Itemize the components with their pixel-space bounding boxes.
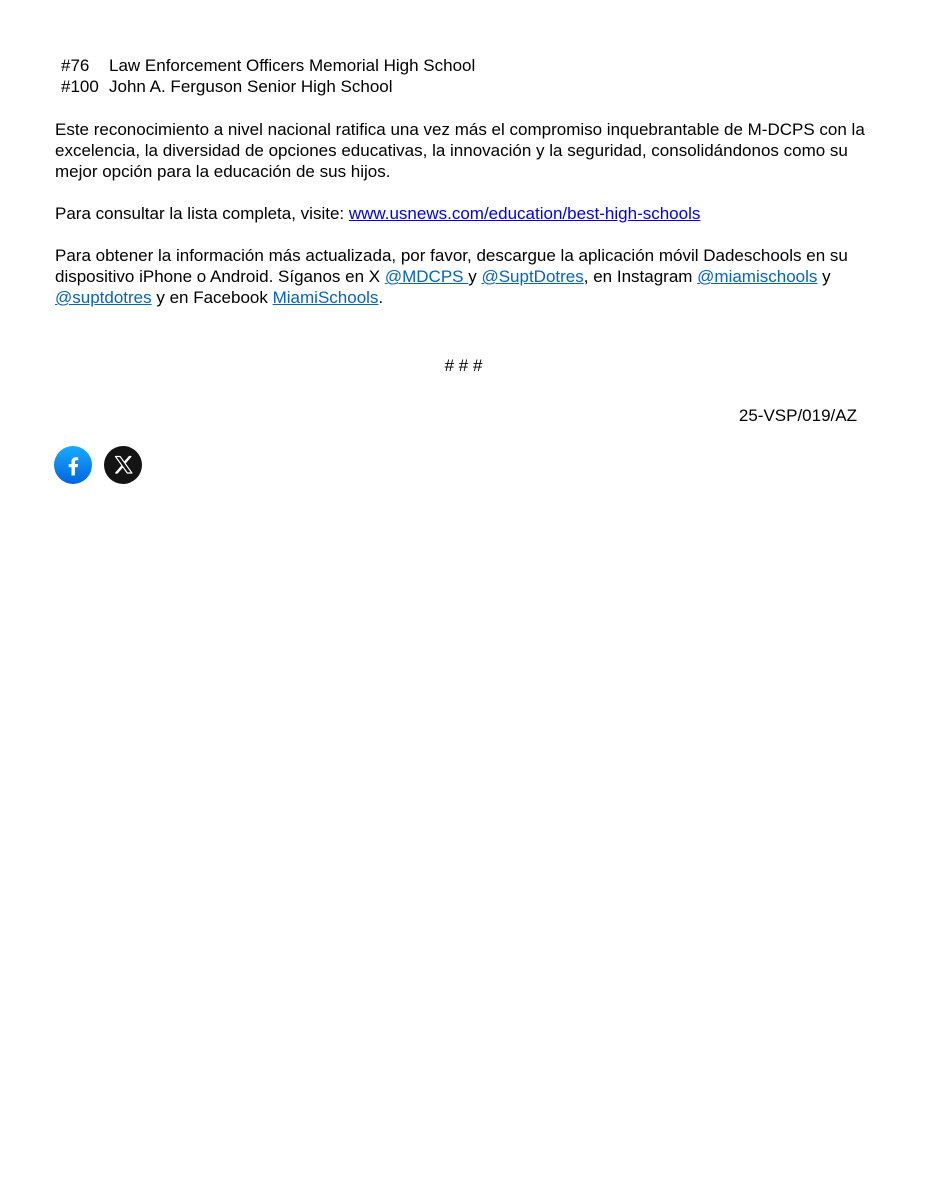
miamischools-facebook-link[interactable]: MiamiSchools [272, 288, 379, 307]
usnews-link[interactable]: www.usnews.com/education/best-high-schools [348, 204, 701, 223]
ranking-row [61, 76, 475, 97]
follow-text: Para obtener la información más actualizada, por favor, descargue la aplicación móvil Dadeschools en su dispositivo iPhone o Android. Síganos en X [55, 246, 848, 286]
recognition-paragraph: Este reconocimiento a nivel nacional ratifica una vez más el compromiso inquebrantable de M-DCPS con la excelencia, la diversidad de opciones educativas, la innovación y la seguridad, consolidándonos como su mejor opción para la educación de sus hijos. [55, 120, 865, 181]
ranking-row [61, 55, 475, 76]
follow-text: y [468, 267, 482, 286]
mdcps-x-link[interactable]: @MDCPS [384, 267, 469, 286]
follow-text: , en Instagram [583, 267, 698, 286]
follow-us-paragraph [55, 245, 875, 308]
full-list-paragraph [55, 203, 875, 224]
follow-text: y en Facebook [151, 288, 273, 307]
ranking-list [61, 55, 475, 97]
ranking-school: John A. Ferguson Senior High School [109, 77, 393, 96]
ranking-school: Law Enforcement Officers Memorial High School [109, 56, 476, 75]
ranking-number: #100 [61, 77, 99, 96]
social-links [54, 446, 142, 484]
ranking-number: #76 [61, 56, 90, 75]
suptdotres-x-link[interactable]: @SuptDotres [481, 267, 584, 286]
full-list-prefix: Para consultar la lista completa, visite: [55, 204, 349, 223]
follow-text: . [378, 288, 384, 307]
miamischools-instagram-link[interactable]: @miamischools [697, 267, 818, 286]
facebook-icon[interactable] [54, 446, 92, 484]
x-icon[interactable] [104, 446, 142, 484]
suptdotres-instagram-link[interactable]: @suptdotres [55, 288, 152, 307]
reference-code: 25-VSP/019/AZ [738, 406, 857, 425]
end-mark: # # # [444, 356, 483, 375]
follow-text: y [817, 267, 831, 286]
